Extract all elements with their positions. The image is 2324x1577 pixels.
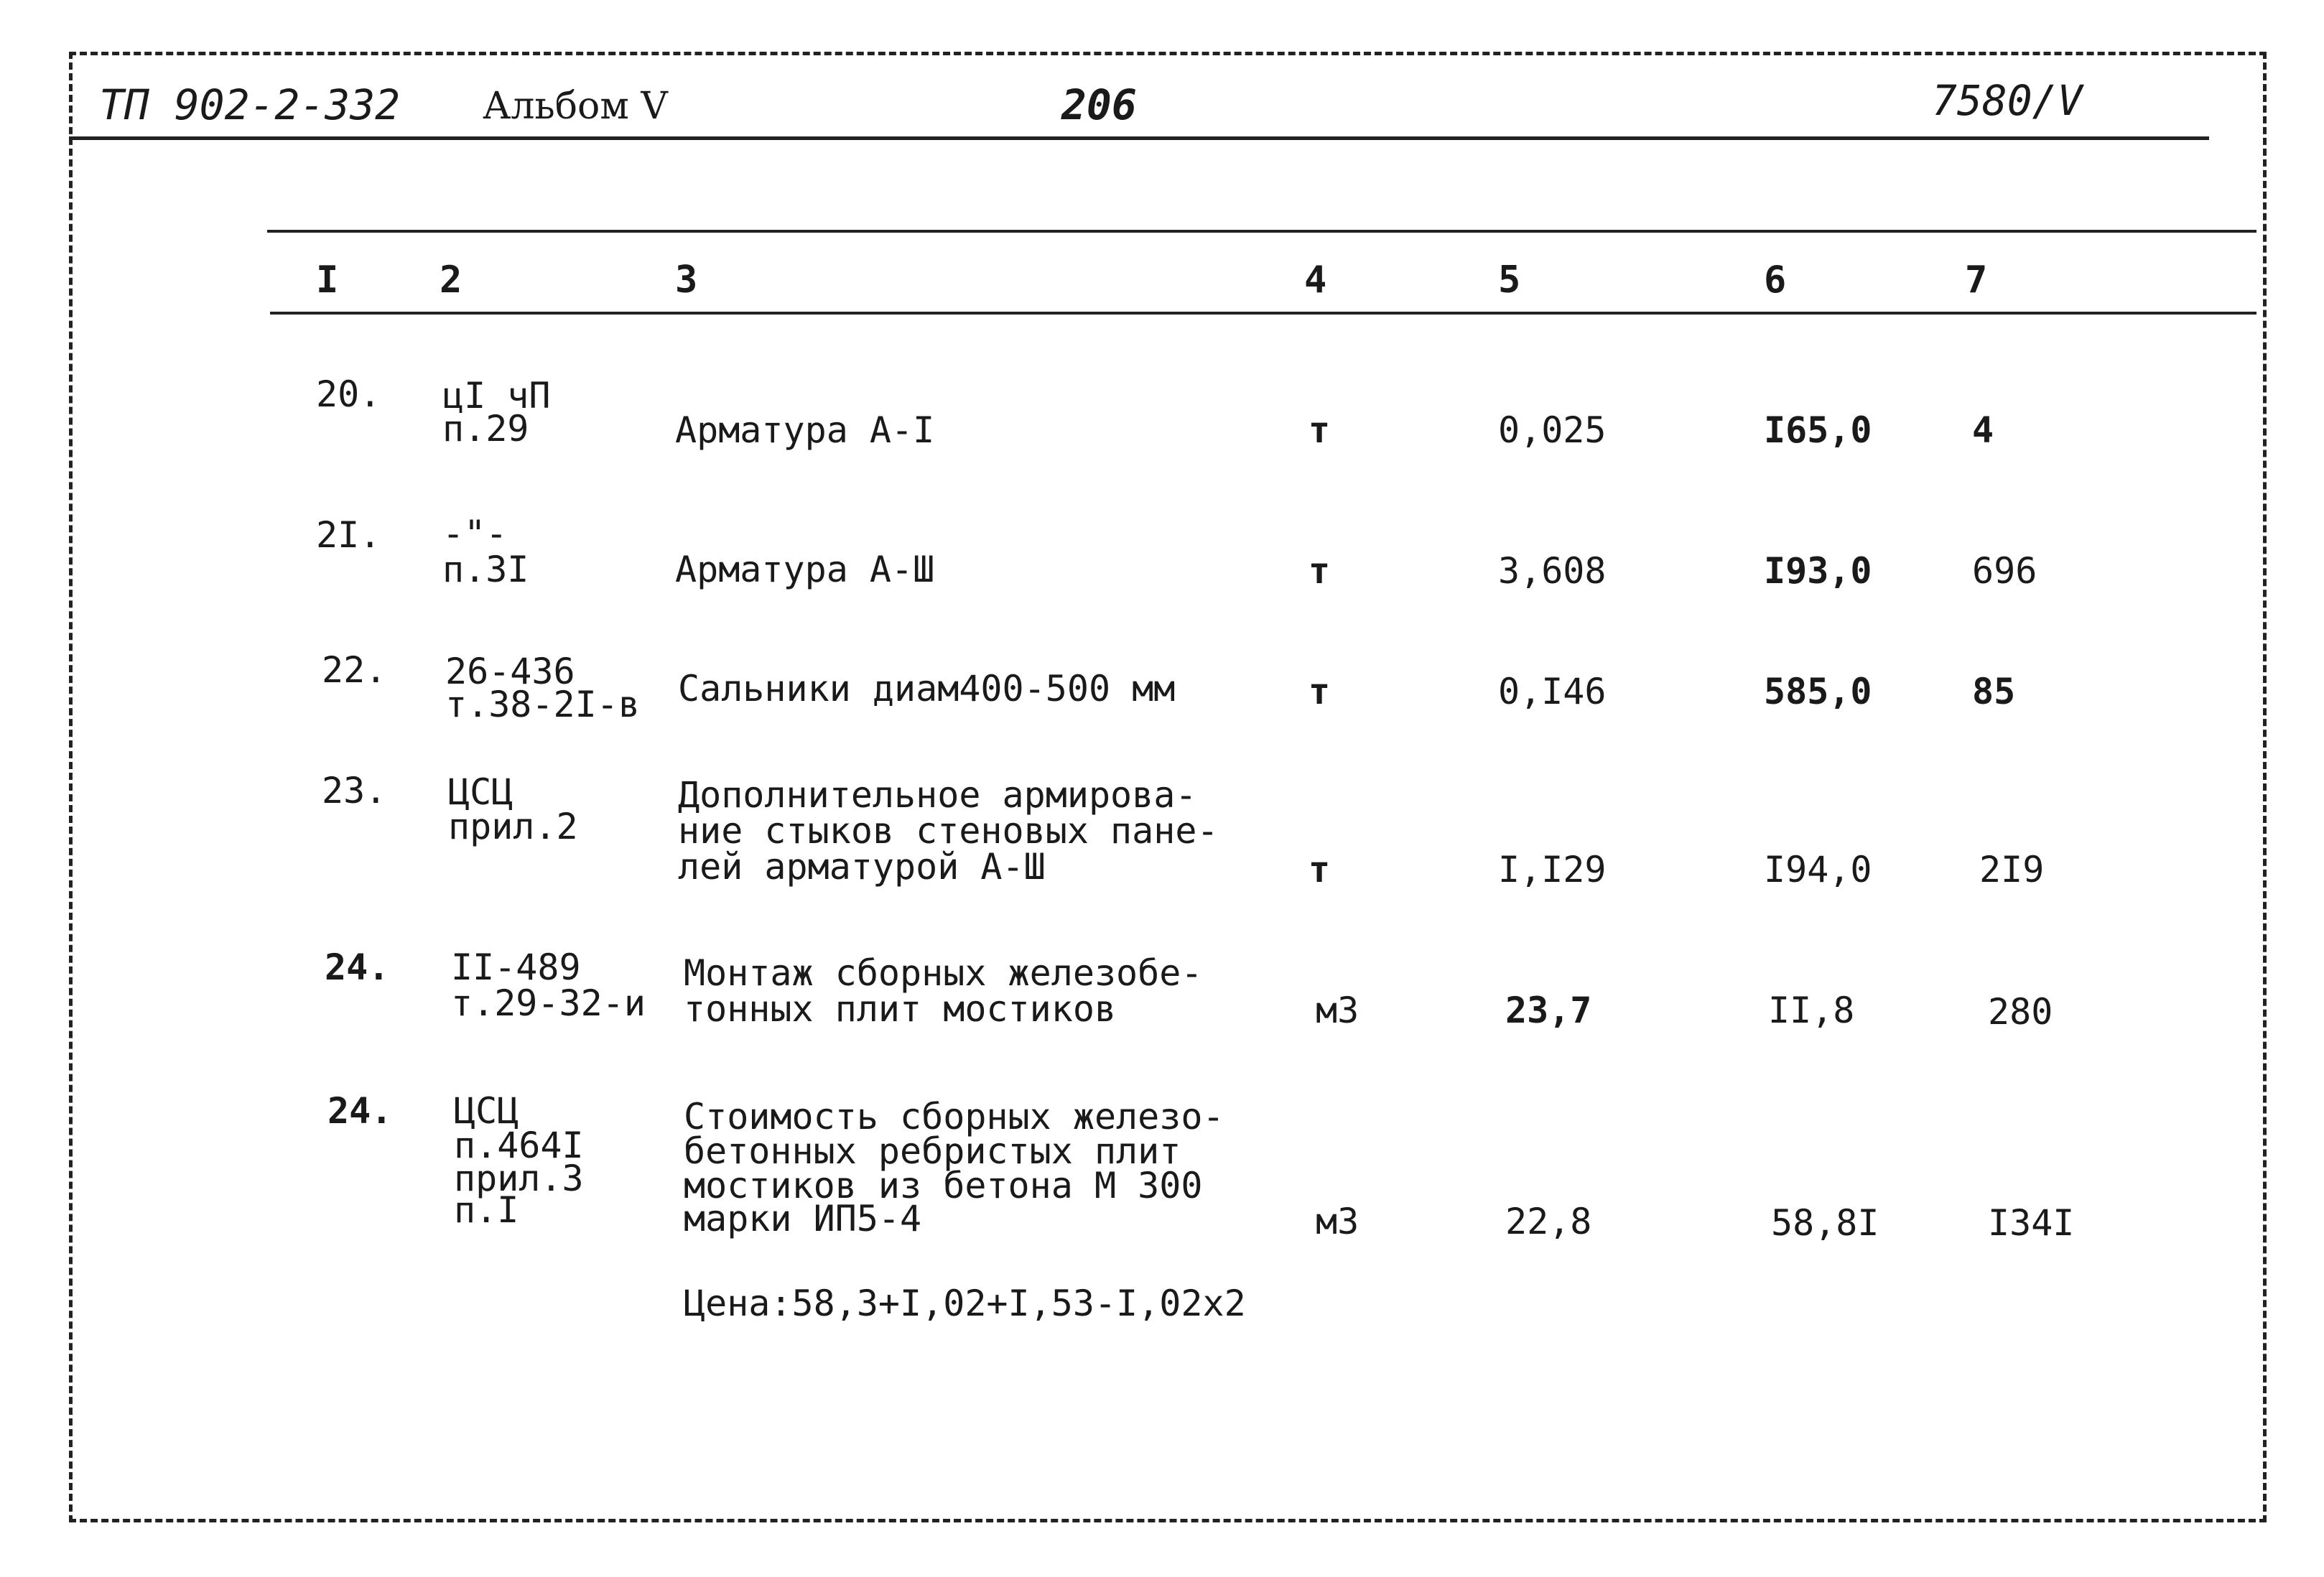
col-header-7: 7: [1965, 259, 1988, 302]
row-total: I34I: [1988, 1202, 2075, 1244]
page-number: 206: [1061, 80, 1137, 129]
row-description-line: Монтаж сборных железобе-: [684, 952, 1203, 994]
row-unit-price: II,8: [1768, 990, 1855, 1031]
row-description-line: лей арматурой А-Ш: [678, 846, 1046, 888]
row-reference-line: ЦСЦ: [454, 1090, 519, 1132]
table-header-rule: [270, 312, 2256, 315]
col-header-2: 2: [440, 259, 463, 302]
album-label: Альбом V: [483, 85, 668, 128]
row-reference-line: п.I: [454, 1189, 519, 1231]
row-total: 696: [1972, 550, 2037, 592]
row-reference-line: т.38-2I-в: [445, 684, 640, 725]
row-number: 24.: [325, 946, 390, 988]
row-reference-line: прил.2: [448, 806, 578, 847]
row-description-line: Арматура А-I: [675, 409, 935, 451]
col-header-3: 3: [675, 259, 698, 302]
row-description-line: Сальники диам400-500 мм: [678, 668, 1176, 710]
row-description-line: Дополнительное армирова-: [678, 774, 1197, 816]
col-header-6: 6: [1764, 259, 1787, 302]
header-rule: [69, 136, 2209, 140]
row-unit: м3: [1316, 990, 1359, 1031]
col-header-4: 4: [1304, 259, 1327, 302]
row-number: 20.: [316, 373, 381, 415]
row-reference-line: п.29: [442, 408, 529, 450]
row-unit-price: I93,0: [1764, 550, 1872, 592]
row-number: 23.: [322, 770, 387, 811]
row-description-line: тонных плит мостиков: [684, 988, 1117, 1030]
row-unit: т: [1309, 671, 1331, 712]
row-unit-price: I65,0: [1764, 409, 1872, 451]
row-unit: т: [1309, 409, 1331, 451]
row-unit-price: I94,0: [1764, 849, 1872, 890]
row-quantity: 0,I46: [1498, 671, 1607, 712]
row-total: 280: [1988, 991, 2053, 1033]
row-total: 4: [1972, 409, 1994, 451]
row-total: 85: [1972, 671, 2016, 712]
row-description-line: марки ИП5-4: [684, 1198, 922, 1239]
row-reference-line: цI чП: [442, 375, 551, 417]
row-description-line: Арматура А-Ш: [675, 549, 935, 590]
row-description-line: мостиков из бетона М 300: [684, 1165, 1203, 1206]
row-number: 22.: [322, 649, 387, 691]
row-description-line: ние стыков стеновых пане-: [678, 810, 1219, 852]
row-quantity: 22,8: [1505, 1201, 1592, 1242]
row-reference-line: II-489: [451, 946, 581, 988]
document-code: 7580/V: [1932, 76, 2083, 125]
row-reference-line: ЦСЦ: [448, 771, 513, 813]
col-header-5: 5: [1498, 259, 1521, 302]
row-description-line: бетонных ребристых плит: [684, 1130, 1181, 1172]
row-reference-line: прил.3: [454, 1158, 584, 1199]
row-quantity: I,I29: [1498, 849, 1607, 890]
row-number: 24.: [327, 1090, 393, 1132]
row-quantity: 3,608: [1498, 550, 1607, 592]
row-unit: т: [1309, 849, 1331, 890]
price-formula: Цена:58,3+I,02+I,53-I,02х2: [684, 1283, 1246, 1324]
table-top-rule: [267, 230, 2256, 233]
project-code: ТП 902-2-332: [99, 80, 401, 129]
row-quantity: 0,025: [1498, 409, 1607, 451]
row-total: 2I9: [1979, 849, 2045, 890]
row-unit-price: 58,8I: [1771, 1202, 1879, 1244]
row-reference-line: 26-436: [445, 651, 575, 692]
row-reference-line: п.464I: [454, 1125, 584, 1166]
row-unit: м3: [1316, 1201, 1359, 1242]
row-reference-line: т.29-32-и: [451, 982, 646, 1024]
row-description-line: Стоимость сборных железо-: [684, 1096, 1224, 1138]
col-header-1: I: [316, 259, 339, 302]
row-unit: т: [1309, 550, 1331, 592]
row-unit-price: 585,0: [1764, 671, 1872, 712]
row-reference-line: п.3I: [442, 549, 529, 590]
row-quantity: 23,7: [1505, 990, 1592, 1031]
row-number: 2I.: [316, 514, 381, 556]
row-reference-line: -"-: [442, 513, 508, 554]
